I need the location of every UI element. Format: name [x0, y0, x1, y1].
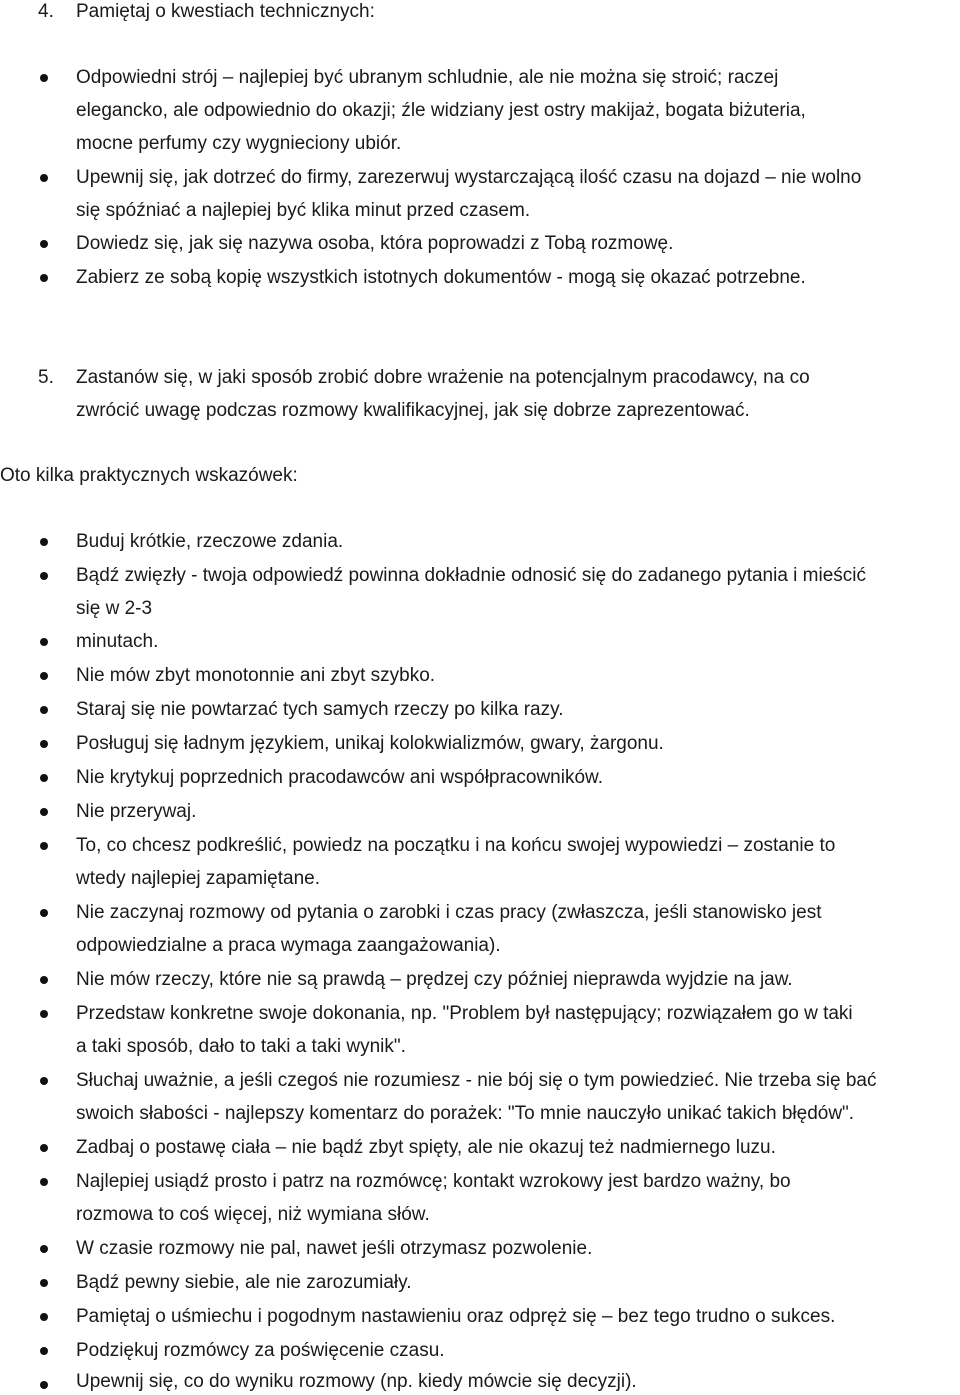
list-item-line: a taki sposób, dało to taki a taki wynik". — [76, 1036, 406, 1057]
list-item-line: Zabierz ze sobą kopię wszystkich istotnych dokumentów - mogą się okazać potrzebne. — [76, 267, 806, 288]
list-item-line: się spóźniać a najlepiej być klika minut przed czasem. — [76, 200, 531, 221]
list-item-line: Dowiedz się, jak się nazywa osoba, która poprowadzi z Tobą rozmowę. — [76, 233, 674, 254]
bullet-icon — [40, 240, 48, 248]
bullet-icon — [40, 1279, 48, 1287]
bullet-icon — [40, 538, 48, 546]
list-item-line: Przedstaw konkretne swoje dokonania, np. "Problem był następujący; rozwiązałem go w taki — [76, 1003, 853, 1024]
list-item-line: rozmowa to coś więcej, niż wymiana słów. — [76, 1204, 430, 1225]
list-item-line: wtedy najlepiej zapamiętane. — [76, 868, 320, 889]
list-item-line: elegancko, ale odpowiednio do okazji; źle widziany jest ostry makijaż, bogata biżuteria, — [76, 100, 806, 121]
bullet-icon — [40, 1178, 48, 1186]
bullet-icon — [40, 1313, 48, 1321]
bullet-icon — [40, 774, 48, 782]
bullet-icon — [40, 1245, 48, 1253]
bullet-icon — [40, 274, 48, 282]
tips-intro: Oto kilka praktycznych wskazówek: — [0, 465, 298, 486]
bullet-icon — [40, 1144, 48, 1152]
list-item-line: się w 2-3 — [76, 598, 153, 619]
bullet-icon — [40, 909, 48, 917]
bullet-icon — [40, 1077, 48, 1085]
list-item-line: Podziękuj rozmówcy za poświęcenie czasu. — [76, 1340, 445, 1361]
list-item-line: minutach. — [76, 631, 159, 652]
list-item-line: Odpowiedni strój – najlepiej być ubranym schludnie, ale nie można się stroić; raczej — [76, 67, 779, 88]
section-4-number: 4. — [38, 1, 54, 22]
list-item-line: Staraj się nie powtarzać tych samych rzeczy po kilka razy. — [76, 699, 564, 720]
list-item-line: Buduj krótkie, rzeczowe zdania. — [76, 531, 344, 552]
bullet-icon — [40, 1010, 48, 1018]
bullet-icon — [40, 638, 48, 646]
list-item-line: Nie przerywaj. — [76, 801, 197, 822]
list-item-line: Nie mów rzeczy, które nie są prawdą – prędzej czy później nieprawda wyjdzie na jaw. — [76, 969, 793, 990]
list-item-line: Zadbaj o postawę ciała – nie bądź zbyt spięty, ale nie okazuj też nadmiernego luzu. — [76, 1137, 776, 1158]
list-item-line: Nie mów zbyt monotonnie ani zbyt szybko. — [76, 665, 436, 686]
section-4-heading: Pamiętaj o kwestiach technicznych: — [76, 1, 375, 22]
bullet-icon — [40, 706, 48, 714]
list-item-line: W czasie rozmowy nie pal, nawet jeśli otrzymasz pozwolenie. — [76, 1238, 593, 1259]
list-item-line: odpowiedzialne a praca wymaga zaangażowania). — [76, 935, 501, 956]
section-5-heading-line: zwrócić uwagę podczas rozmowy kwalifikacyjnej, jak się dobrze zaprezentować. — [76, 400, 750, 421]
list-item-line: Bądź zwięzły - twoja odpowiedź powinna dokładnie odnosić się do zadanego pytania i mieścić — [76, 565, 867, 586]
list-item-line: mocne perfumy czy wygnieciony ubiór. — [76, 133, 402, 154]
section-5-heading-line: Zastanów się, w jaki sposób zrobić dobre wrażenie na potencjalnym pracodawcy, na co — [76, 367, 810, 388]
list-item-line: Upewnij się, jak dotrzeć do firmy, zarezerwuj wystarczającą ilość czasu na dojazd – nie wolno — [76, 167, 862, 188]
bullet-icon — [40, 1347, 48, 1355]
section-5-number: 5. — [38, 367, 54, 388]
list-item-line: Posługuj się ładnym językiem, unikaj kolokwializmów, gwary, żargonu. — [76, 733, 664, 754]
list-item-line: Pamiętaj o uśmiechu i pogodnym nastawieniu oraz odpręż się – bez tego trudno o sukces. — [76, 1306, 836, 1327]
bullet-icon — [40, 842, 48, 850]
list-item-line: Bądź pewny siebie, ale nie zarozumiały. — [76, 1272, 412, 1293]
bullet-icon — [40, 1381, 48, 1389]
bullet-icon — [40, 74, 48, 82]
bullet-icon — [40, 976, 48, 984]
list-item-line: Najlepiej usiądź prosto i patrz na rozmówcę; kontakt wzrokowy jest bardzo ważny, bo — [76, 1171, 791, 1192]
bullet-icon — [40, 740, 48, 748]
list-item-line: swoich słabości - najlepszy komentarz do porażek: "To mnie nauczyło unikać takich błędów". — [76, 1103, 855, 1124]
bullet-icon — [40, 672, 48, 680]
list-item-line: Słuchaj uważnie, a jeśli czegoś nie rozumiesz - nie bój się o tym powiedzieć. Nie trzeba się bać — [76, 1070, 877, 1091]
bullet-icon — [40, 808, 48, 816]
list-item-line: Upewnij się, co do wyniku rozmowy (np. kiedy mówcie się decyzji). — [76, 1371, 637, 1392]
list-item-line: Nie krytykuj poprzednich pracodawców ani współpracowników. — [76, 767, 603, 788]
list-item-line: To, co chcesz podkreślić, powiedz na początku i na końcu swojej wypowiedzi – zostanie to — [76, 835, 836, 856]
bullet-icon — [40, 572, 48, 580]
list-item-line: Nie zaczynaj rozmowy od pytania o zarobki i czas pracy (zwłaszcza, jeśli stanowisko jest — [76, 902, 822, 923]
bullet-icon — [40, 174, 48, 182]
